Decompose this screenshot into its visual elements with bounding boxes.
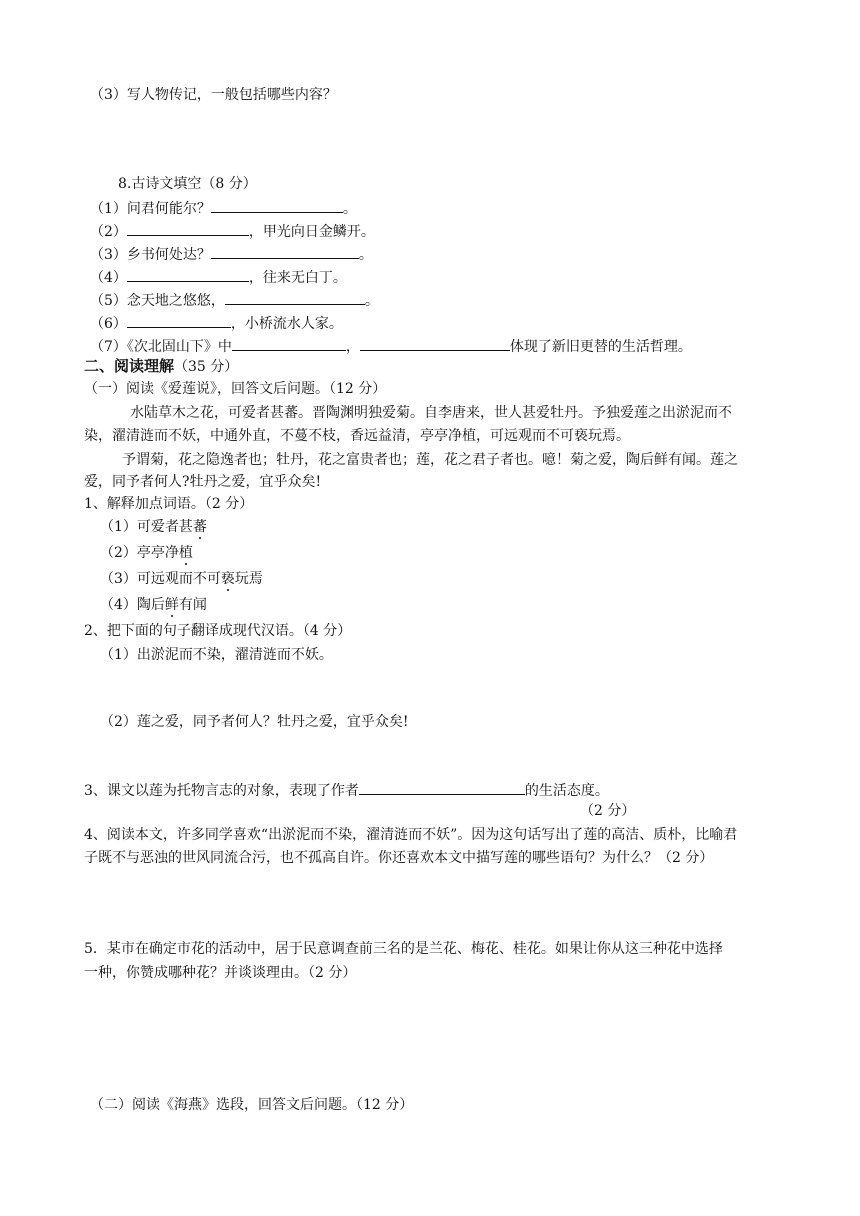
fill-blank-1-end: 。 [342, 201, 357, 217]
answer-blank [225, 292, 365, 305]
part-1-intro: （一）阅读《爱莲说》，回答文后问题。（12 分） [84, 381, 387, 397]
dotted-word: 鲜 [164, 597, 179, 613]
dotted-word: 亵 [220, 571, 235, 587]
passage-para-2-line-1: 予谓菊，花之隐逸者也；牡丹，花之富贵者也；莲，花之君子者也。噫！菊之爱，陶后鲜有闻。莲之 [122, 452, 738, 468]
sub-question-1-item-1 [100, 520, 207, 534]
passage-para-1-line-2: 染，濯清涟而不妖，中通外直，不蔓不枝，香远益清，亭亭净植，可远观而不可亵玩焉。 [84, 428, 630, 444]
fill-blank-1-prompt: （1）问君何能尔？ [90, 201, 211, 217]
fill-blank-5-end: 。 [364, 293, 379, 309]
fill-blank-3 [90, 246, 373, 262]
answer-blank [360, 338, 510, 351]
dotted-word: 植 [178, 545, 193, 561]
answer-blank [232, 338, 346, 351]
item-text-tail: 玩焉 [234, 571, 263, 587]
sub-question-5-line-1: 5．某市在确定市花的活动中，居于民意调查前三名的是兰花、梅花、桂花。如果让你从这三种花中选择 [84, 941, 723, 957]
fill-blank-7-end: 体现了新旧更替的生活哲理。 [509, 339, 692, 355]
answer-blank [127, 223, 249, 236]
answer-blank [127, 315, 231, 328]
sub-question-1-item-2 [100, 546, 193, 560]
fill-blank-2-prompt: （2） [90, 224, 127, 240]
section-heading-title: 二、阅读理解 [84, 357, 175, 375]
answer-blank [359, 782, 525, 795]
sub-question-3-score: （2 分） [580, 803, 636, 819]
part-2-intro: （二）阅读《海燕》选段，回答文后问题。（12 分） [90, 1097, 414, 1113]
passage-para-2-line-2: 爱，同予者何人?牡丹之爱，宜乎众矣! [84, 474, 322, 490]
sub-question-1-item-4 [100, 598, 207, 612]
item-text: （2）亭亭净 [100, 545, 179, 561]
sub-question-2-sentence-1: （1）出淤泥而不染，濯清涟而不妖。 [100, 647, 333, 663]
passage-para-1-line-1: 水陆草木之花，可爱者甚蕃。晋陶渊明独爱菊。自李唐来，世人甚爱牡丹。予独爱莲之出淤泥而不 [130, 405, 732, 421]
fill-blank-5 [90, 292, 379, 308]
sub-question-3-end: 的生活态度。 [524, 783, 609, 799]
item-text-tail: 有闻 [178, 597, 207, 613]
dotted-word: 蕃 [192, 519, 207, 535]
item-text: （1）可爱者甚 [100, 519, 193, 535]
answer-blank [127, 269, 249, 282]
item-text: （4）陶后 [100, 597, 165, 613]
sub-question-5-line-2: 一种，你赞成哪种花？并谈谈理由。（2 分） [84, 965, 357, 981]
sub-question-2-title: 2、把下面的句子翻译成现代汉语。（4 分） [84, 623, 352, 639]
answer-blank [211, 200, 343, 213]
sub-question-3-text: 3、课文以莲为托物言志的对象，表现了作者 [84, 783, 359, 799]
item-text: （3）可远观而不可 [100, 571, 221, 587]
fill-blank-7 [90, 338, 692, 354]
fill-blank-6 [90, 315, 343, 331]
fill-blank-4 [90, 269, 347, 285]
fill-blank-6-end: ，小桥流水人家。 [230, 316, 343, 332]
fill-blank-2-end: ，甲光向日金鳞开。 [248, 224, 375, 240]
fill-blank-1 [90, 200, 357, 216]
section-heading-score: （35 分） [174, 359, 239, 375]
answer-blank [211, 246, 359, 259]
question-3-biography: （3）写人物传记，一般包括哪些内容？ [90, 87, 337, 103]
fill-blank-3-end: 。 [358, 247, 373, 263]
fill-blank-6-prompt: （6） [90, 316, 127, 332]
fill-blank-7-mid: ， [345, 339, 360, 355]
fill-blank-4-end: ，往来无白丁。 [248, 270, 347, 286]
sub-question-4-line-1: 4、阅读本文，许多同学喜欢“出淤泥而不染，濯清涟而不妖”。因为这句话写出了莲的高洁、质朴，比喻君 [84, 827, 738, 843]
sub-question-2-sentence-2: （2）莲之爱，同予者何人？牡丹之爱，宜乎众矣! [100, 714, 409, 730]
fill-blank-3-prompt: （3）乡书何处达？ [90, 247, 211, 263]
section-2-heading [84, 359, 238, 374]
fill-blank-2 [90, 223, 375, 239]
sub-question-4-line-2: 子既不与恶浊的世风同流合污，也不孤高自许。你还喜欢本文中描写莲的哪些语句？为什么？（2 分） [84, 850, 714, 866]
fill-blank-4-prompt: （4） [90, 270, 127, 286]
fill-blank-5-prompt: （5）念天地之悠悠， [90, 293, 225, 309]
fill-blank-7-prompt: （7）《次北固山下》中 [90, 339, 232, 355]
sub-question-3 [84, 782, 609, 798]
sub-question-1-title: 1、解释加点词语。（2 分） [84, 496, 254, 512]
question-8-title: 8.古诗文填空（8 分） [118, 176, 257, 192]
sub-question-1-item-3 [100, 572, 263, 586]
